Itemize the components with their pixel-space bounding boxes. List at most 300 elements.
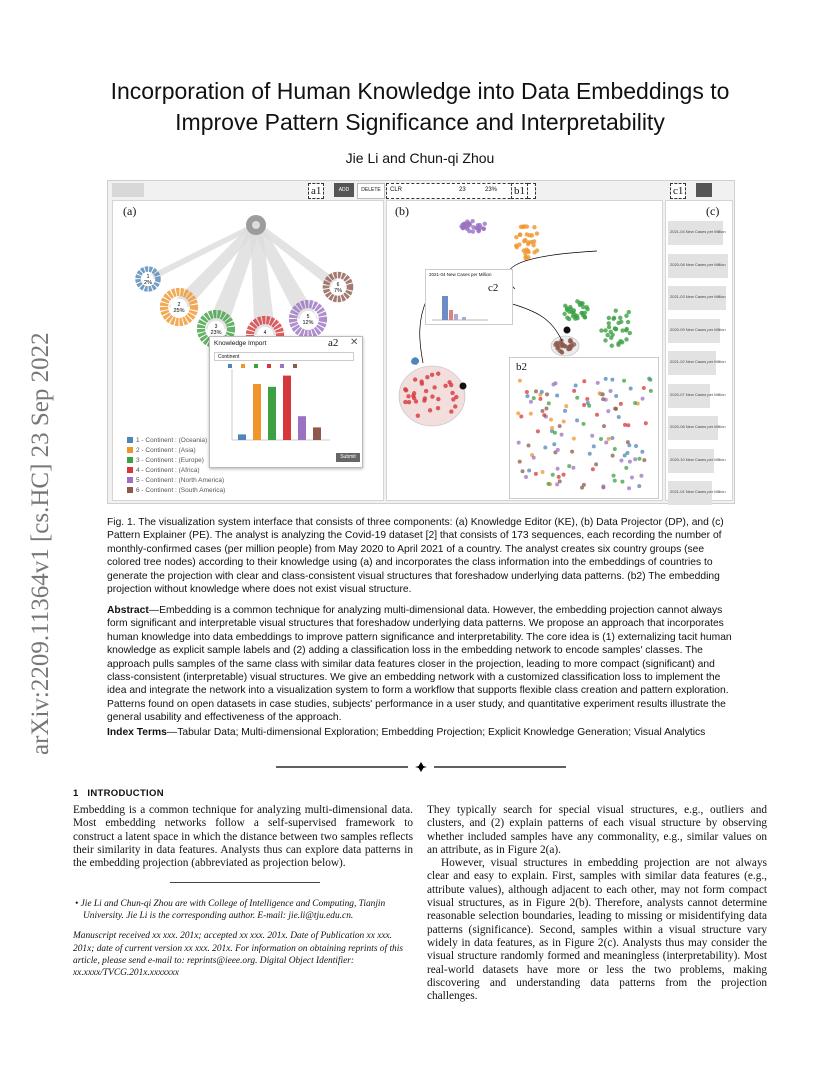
b2-point	[626, 440, 630, 444]
b2-point	[613, 407, 617, 411]
b2-point	[585, 397, 589, 401]
legend-label: 4 - Continent : (Africa)	[136, 467, 200, 474]
arrow-link	[509, 303, 562, 341]
projection-point	[430, 373, 434, 377]
projection-point	[568, 346, 572, 350]
b2-point	[556, 448, 560, 452]
legend-item[interactable]	[127, 467, 200, 474]
b2-point	[630, 476, 634, 480]
b2-point	[622, 379, 626, 383]
authors: Jie Li and Chun-qi Zhou	[345, 150, 495, 166]
projection-point	[416, 414, 420, 418]
b2-point	[602, 424, 606, 428]
b2-point	[582, 379, 586, 383]
b2-point	[575, 418, 579, 422]
projection-point	[443, 384, 447, 388]
index-terms-label: Index Terms	[107, 727, 167, 738]
pe-row-label: 2021-03 New Cases per Million	[670, 294, 726, 299]
projection-point	[614, 308, 618, 312]
projection-point	[514, 235, 518, 239]
b2-point	[534, 472, 538, 476]
projection-point	[425, 375, 429, 379]
legend-swatch	[127, 467, 133, 473]
tag-a2: a2	[328, 337, 339, 349]
b2-point	[574, 384, 578, 388]
pe-row-label: 2020-08 New Cases per Million	[670, 261, 726, 267]
b2-point	[543, 445, 547, 449]
projection-point	[599, 328, 603, 332]
projection-point	[403, 400, 407, 404]
tree-node-id: 2	[177, 302, 181, 308]
panel-label-b: (b)	[395, 204, 409, 218]
bar-class-5	[298, 416, 306, 440]
popup-title: 2021-04 New Cases per Million	[429, 272, 492, 277]
b2-point	[611, 454, 615, 458]
section-title: INTRODUCTION	[87, 788, 164, 799]
projection-point	[522, 239, 526, 243]
b2-point	[634, 444, 638, 448]
b2-point	[586, 401, 590, 405]
bar-legend-swatch	[254, 364, 258, 368]
dialog-close-icon[interactable]: ✕	[350, 337, 359, 348]
b2-point	[541, 470, 545, 474]
legend-swatch	[127, 457, 133, 463]
knowledge-editor-panel	[112, 200, 384, 501]
pe-row[interactable]	[668, 349, 730, 377]
b2-point	[546, 482, 550, 486]
pe-row[interactable]	[668, 219, 730, 247]
delete-button[interactable]: DELETE	[357, 183, 385, 199]
projection-point	[575, 299, 579, 303]
b2-point	[610, 378, 614, 382]
b2-point	[540, 409, 544, 413]
projection-point	[624, 314, 628, 318]
projection-point	[571, 314, 575, 318]
legend-label: 1 - Continent : (Oceania)	[136, 437, 208, 444]
projection-point	[412, 358, 416, 362]
tree-node-pct: 25%	[173, 308, 185, 314]
abstract-text: —Embedding is a common technique for analyzing multi-dimensional data. However, the embedding projection cannot always form significant and interpretable visual structures that foreshadow underlying data patterns. We propose an approach that incorporates human knowledge into data embeddings to improve pattern significance and interpretability. The core idea is (1) externalizing tacit human knowledge as explicit sample labels and (2) adding a classification loss in the embedding network to encode samples' classes. The approach pulls samples of the same class with similar data features closer in the projection, leading to more compact (significant) and class-consistent (interpretable) visual structures. We give an embedding network with a customized classification loss to implement the idea and integrate the network into a visualization system to form a workflow that supports flexible class creation and pattern exploration. Patterns found on open datasets in case studies, subjects' performance in a user study, and quantitative experiment results illustrate the general usability and effectiveness of the approach.	[107, 605, 732, 724]
b2-point	[524, 475, 528, 479]
abstract-label: Abstract	[107, 605, 149, 616]
pe-row-label: 2020-07 New Cases per Million	[670, 391, 726, 397]
b2-point	[544, 406, 548, 410]
tree-root-center	[252, 221, 260, 229]
legend-item[interactable]	[127, 437, 207, 444]
projection-point	[466, 224, 470, 228]
title-line-2: Improve Pattern Significance and Interpretability	[175, 109, 665, 135]
b2-point	[536, 429, 540, 433]
b2-point	[563, 409, 567, 413]
projection-point	[428, 408, 432, 412]
arrow-link	[508, 251, 597, 289]
b2-point	[613, 447, 617, 451]
tag-b2: b2	[516, 361, 527, 373]
b2-point	[527, 469, 531, 473]
projection-point	[610, 333, 614, 337]
bar-legend-swatch	[241, 364, 245, 368]
b2-point	[551, 473, 555, 477]
index-terms-text: —Tabular Data; Multi-dimensional Exploration; Embedding Projection; Explicit Knowledge Generation; Visual Analytics	[166, 727, 706, 738]
b2-point	[572, 389, 576, 393]
clr-label: CLR	[390, 187, 403, 193]
legend-item[interactable]	[127, 487, 225, 494]
cluster-marker	[564, 327, 571, 334]
pe-row-label: 2020-06 New Cases per Million	[670, 424, 726, 429]
footnote-rule	[170, 882, 320, 883]
b2-point	[521, 469, 525, 473]
projection-point	[519, 225, 523, 229]
b2-point	[558, 424, 562, 428]
projection-point	[436, 371, 440, 375]
b2-point	[641, 397, 645, 401]
legend-swatch	[127, 447, 133, 453]
legend-label: 6 - Continent : (South America)	[136, 487, 226, 494]
b2-point	[607, 437, 611, 441]
b2-point	[555, 393, 559, 397]
column-right	[427, 804, 767, 1003]
class-bar-chart	[210, 364, 360, 464]
section-separator	[276, 762, 566, 772]
b2-point	[627, 486, 631, 490]
panel-label-c: (c)	[706, 204, 720, 218]
b2-point	[582, 403, 586, 407]
b2-point	[518, 460, 522, 464]
b2-point	[549, 418, 553, 422]
projection-point	[470, 219, 474, 223]
bar-legend-swatch	[293, 364, 297, 368]
projection-point	[420, 382, 424, 386]
projection-point	[461, 225, 465, 229]
pe-row-label: 2021-01 New Cases per Million	[670, 489, 726, 494]
pe-row-label: 2020-10 New Cases per Million	[670, 456, 726, 462]
b2-point	[628, 460, 632, 464]
b2-point	[592, 444, 596, 448]
tree-node-pct: 2%	[144, 280, 152, 286]
b2-point	[588, 452, 592, 456]
num-field[interactable]: 23	[459, 187, 466, 193]
b2-point	[570, 450, 574, 454]
projection-point	[450, 391, 454, 395]
figure-caption: Fig. 1. The visualization system interface that consists of three components: (a) Knowledge Editor (KE), (b) Data Projector (DP), and (c) Pattern Explainer (PE). The analyst is analyzing the Covid-19 dataset [2] that consists of 173 sequences, each recording the number of monthly-confirmed cases (per million people) from May 2020 to April 2021 of a country. The analyst creates six country groups (see colored tree nodes) according to their knowledge using (a) and incorporates the class information into the embeddings of countries to generate the projection with clear and class-consistent visual structures that foreshadow underlying data patterns. (b2) The embedding projection without knowledge where does not exist visual structure.	[107, 517, 724, 596]
tree-node-id: 4	[263, 330, 267, 336]
projection-point	[603, 338, 607, 342]
tag-c1: c1	[670, 183, 686, 199]
b2-point	[582, 483, 586, 487]
projection-point	[575, 316, 579, 320]
projection-point	[624, 337, 628, 341]
b2-point	[571, 466, 575, 470]
pe-row[interactable]	[668, 414, 730, 442]
projection-point	[610, 344, 614, 348]
b2-point	[633, 457, 637, 461]
projection-point	[625, 327, 629, 331]
bar-class-4	[283, 376, 291, 440]
intro-paragraph-3: However, visual structures in embedding projection are not always clear and easy to explain. First, samples with similar data features (e.g., attribute values), although adjacent to each other, may not form compact visual structures, as in Figure 2(b). Therefore, analysts cannot determine reasonable selection boundaries, leading to missing or misidentifying data patterns (significance). Second, samples within a visual structure vary widely in data features, as in Figure 2(c). Analysts thus may consider the visual structure randomly formed and meaningless (interpretability). Most real-world datasets have more or less the two problems, making discovering and understanding data patterns from the projection challenges.	[427, 857, 767, 1003]
projection-point	[627, 310, 631, 314]
tree-node-pct: 23%	[210, 330, 222, 336]
bar-legend-swatch	[280, 364, 284, 368]
projection-point	[471, 229, 475, 233]
b2-point	[517, 441, 521, 445]
b2-point	[629, 387, 633, 391]
projection-point	[436, 406, 440, 410]
footnote-manuscript: Manuscript received xx xxx. 201x; accepted xx xxx. 201x. Date of Publication xx xxx. 201x; date of current version xx xxx. 201x. For information on obtaining reprints of this article, please send e-mail to: reprints@ieee.org. Digital Object Identifier: xx.xxxx/TVCG.201x.xxxxxxx	[73, 931, 403, 979]
b2-point	[591, 467, 595, 471]
submit-button[interactable]: Submit	[336, 453, 360, 462]
projection-point	[616, 341, 620, 345]
bar-legend-swatch	[267, 364, 271, 368]
tree-node-id: 3	[214, 324, 218, 330]
projection-point	[453, 404, 457, 408]
pe-row-label: 2021-04 New Cases per Million	[670, 229, 726, 234]
projection-point	[432, 385, 436, 389]
paper-title	[60, 76, 780, 138]
b2-point	[518, 379, 522, 383]
legend-label: 5 - Continent : (North America)	[136, 477, 225, 484]
bar-class-2	[253, 384, 261, 440]
projection-point	[514, 243, 518, 247]
column-left	[73, 804, 413, 870]
index-terms	[107, 727, 735, 738]
projection-point	[628, 331, 632, 335]
teaser-figure	[107, 180, 735, 504]
cluster-marker	[460, 383, 467, 390]
b2-point	[648, 378, 652, 382]
projection-point	[449, 409, 453, 413]
b2-point	[547, 401, 551, 405]
projection-point	[557, 349, 561, 353]
b2-point	[613, 479, 617, 483]
b2-point	[637, 457, 641, 461]
projection-point	[613, 326, 617, 330]
b2-point	[604, 440, 608, 444]
b2-point	[575, 396, 579, 400]
projection-point	[526, 255, 530, 259]
pe-row[interactable]	[668, 479, 730, 507]
b2-point	[557, 475, 561, 479]
tree-node-id: 5	[306, 314, 310, 320]
projection-point	[532, 225, 536, 229]
projection-point	[527, 233, 531, 237]
projection-point	[413, 377, 417, 381]
projection-point	[430, 394, 434, 398]
b2-point	[553, 381, 557, 385]
b2-point	[550, 426, 554, 430]
projection-point	[465, 219, 469, 223]
b2-point	[540, 390, 544, 394]
b2-point	[617, 415, 621, 419]
b2-point	[542, 413, 546, 417]
legend-swatch	[127, 437, 133, 443]
b2-point	[624, 466, 628, 470]
pe-row-label: 2020-09 New Cases per Million	[670, 326, 726, 332]
pe-row[interactable]	[668, 382, 730, 410]
b2-point	[556, 467, 560, 471]
projection-point	[526, 240, 530, 244]
projection-point	[406, 394, 410, 398]
b2-point	[562, 419, 566, 423]
attribute-popup	[425, 269, 513, 325]
abstract	[107, 604, 735, 725]
dialog-title: Knowledge Import	[214, 340, 267, 347]
add-button[interactable]: ADD	[334, 183, 354, 197]
b2-point	[525, 390, 529, 394]
projection-point	[477, 223, 481, 227]
pe-row[interactable]	[668, 284, 730, 312]
b2-point	[567, 464, 571, 468]
tree-node-id: 6	[336, 282, 340, 288]
continent-select[interactable]: Continent	[214, 352, 354, 361]
b2-point	[609, 389, 613, 393]
pe-row[interactable]	[668, 252, 730, 280]
bar-legend-swatch	[228, 364, 232, 368]
b2-point	[610, 436, 614, 440]
intro-paragraph-2: They typically search for special visual structures, e.g., outliers and clusters, and (2) explain patterns of each visual structure by observing whether included samples have any commonality, e.g., similar values on an attribute, as in Figure 2(a).	[427, 804, 767, 856]
projection-point	[436, 397, 440, 401]
legend-label: 3 - Continent : (Europe)	[136, 457, 204, 464]
footnote-affiliation-text: Jie Li and Chun-qi Zhou are with College of Intelligence and Computing, Tianjin University. Jie Li is the corresponding author. E-mail: jie.li@tju.edu.cn.	[80, 899, 386, 922]
projection-point	[603, 328, 607, 332]
projection-point	[567, 317, 571, 321]
data-projector-panel	[386, 200, 663, 501]
scatter-b2	[510, 358, 658, 498]
projection-point	[569, 340, 573, 344]
b2-point	[612, 474, 616, 478]
b2-point	[581, 422, 585, 426]
projection-point	[569, 307, 573, 311]
tag-c2: c2	[488, 282, 499, 294]
footnotes	[73, 898, 413, 979]
legend-swatch	[127, 487, 133, 493]
projection-point	[579, 302, 583, 306]
histogram	[430, 282, 490, 322]
b2-point	[552, 442, 556, 446]
projection-point	[518, 232, 522, 236]
b2-point	[626, 423, 630, 427]
arxiv-id: arXiv:2209.11364v1 [cs.HC] 23 Sep 2022	[27, 332, 54, 755]
projection-point	[626, 320, 630, 324]
menu-button[interactable]	[112, 183, 144, 197]
legend-item[interactable]	[127, 447, 196, 454]
b2-point	[525, 394, 529, 398]
intro-paragraph-1: Embedding is a common technique for analyzing multi-dimensional data. Most embedding networks follow a self-supervised framework to construct a latent space in which the distance between two samples reflects their similarity in data features. Analysts thus can explore data patterns in the embedding projection (abbreviated as projection below).	[73, 804, 413, 870]
b2-point	[601, 484, 605, 488]
projection-point	[483, 222, 487, 226]
projection-point	[560, 342, 564, 346]
projection-point	[474, 226, 478, 230]
b2-point	[619, 402, 623, 406]
b2-point	[545, 392, 549, 396]
b2-point	[555, 482, 559, 486]
section-number: 1	[73, 788, 79, 799]
bar-class-1	[238, 434, 246, 440]
projection-point	[447, 380, 451, 384]
b2-point	[529, 400, 533, 404]
title-line-1: Incorporation of Human Knowledge into Data Embeddings to	[110, 78, 730, 104]
tree-node-id: 1	[146, 274, 150, 280]
pe-toggle-button[interactable]	[696, 183, 712, 197]
projection-point	[585, 307, 589, 311]
b2-point	[640, 450, 644, 454]
b2-point	[572, 437, 576, 441]
b2-point	[534, 389, 538, 393]
b2-point	[644, 421, 648, 425]
legend-item[interactable]	[127, 457, 204, 464]
b2-point	[604, 377, 608, 381]
projection-point	[620, 328, 624, 332]
b2-point	[594, 462, 598, 466]
b2-point	[527, 444, 531, 448]
projection-point	[424, 389, 428, 393]
pattern-explainer-panel	[665, 200, 733, 501]
projection-point	[616, 321, 620, 325]
b2-point	[637, 484, 641, 488]
b2-point	[538, 397, 542, 401]
pe-row-label: 2021-02 New Cases per Million	[670, 359, 726, 364]
b2-point	[620, 480, 624, 484]
b2-point	[590, 434, 594, 438]
b2-point	[595, 413, 599, 417]
projection-point	[414, 399, 418, 403]
b2-point	[642, 386, 646, 390]
projection-point	[607, 316, 611, 320]
b2-point	[532, 396, 536, 400]
projection-point	[605, 333, 609, 337]
b2-point	[532, 456, 536, 460]
legend-item[interactable]	[127, 477, 224, 484]
b2-point	[642, 458, 646, 462]
bar-class-6	[313, 427, 321, 440]
projection-point	[618, 316, 622, 320]
b2-point	[619, 458, 623, 462]
legend-label: 2 - Continent : (Asia)	[136, 447, 196, 454]
pct-label: 23%	[485, 187, 498, 193]
legend-swatch	[127, 477, 133, 483]
tree-node-pct: 12%	[302, 320, 314, 326]
b2-point	[558, 479, 562, 483]
panel-label-a: (a)	[123, 204, 137, 218]
projection-point	[532, 250, 536, 254]
section-heading	[73, 788, 164, 799]
projection-point	[451, 397, 455, 401]
b2-point	[614, 394, 618, 398]
b2-point	[601, 397, 605, 401]
projection-point	[583, 311, 587, 315]
b2-point	[633, 401, 637, 405]
knowledge-import-dialog	[209, 336, 363, 468]
b2-point	[560, 433, 564, 437]
pe-row[interactable]	[668, 317, 730, 345]
arxiv-stamp	[10, 290, 58, 760]
b2-point	[606, 409, 610, 413]
footnote-affiliation: • Jie Li and Chun-qi Zhou are with College of Intelligence and Computing, Tianjin University. Jie Li is the corresponding author. E-mail: jie.li@tju.edu.cn.	[75, 899, 386, 922]
b2-point	[596, 381, 600, 385]
b2-point	[553, 431, 557, 435]
b2-point	[529, 412, 533, 416]
b2-point	[639, 474, 643, 478]
b2-point	[623, 454, 627, 458]
b2-point	[649, 389, 653, 393]
projection-point	[423, 396, 427, 400]
projection-point	[411, 394, 415, 398]
bar-class-3	[268, 387, 276, 440]
tree-node-pct: 7%	[334, 288, 342, 294]
tag-b1: b1	[511, 183, 528, 199]
b2-point	[519, 415, 523, 419]
tag-a1: a1	[308, 183, 324, 199]
pe-row[interactable]	[668, 447, 730, 475]
